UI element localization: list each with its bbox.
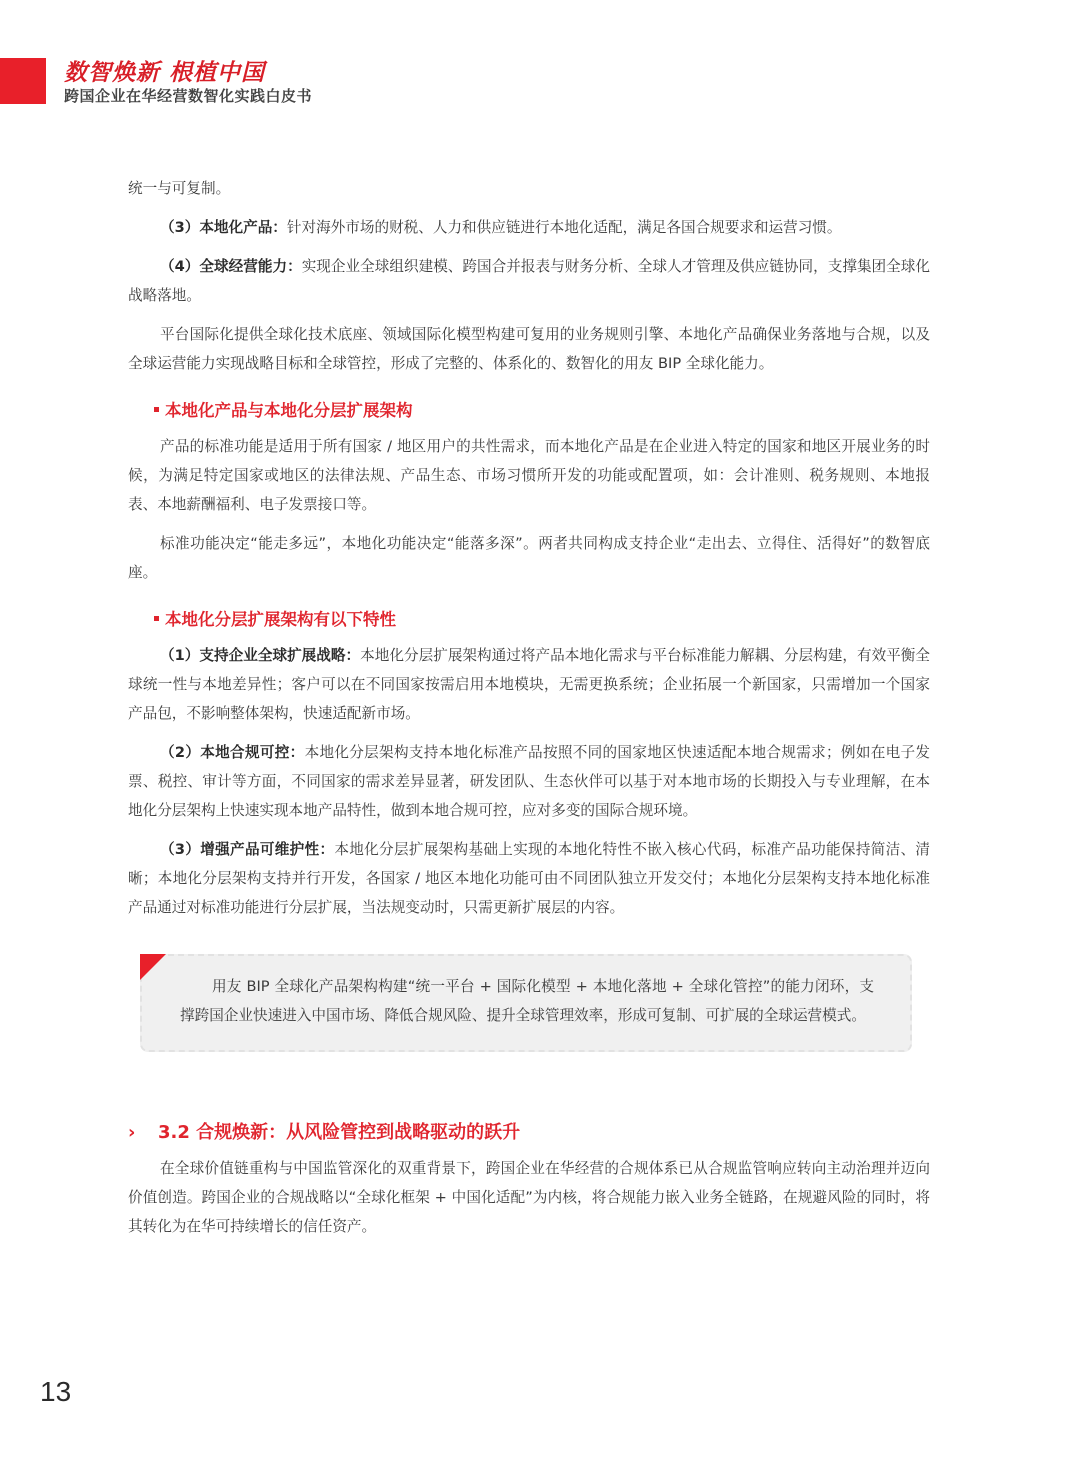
callout-text: 用友 BIP 全球化产品架构构建“统一平台 + 国际化模型 + 本地化落地 + 全球化管控”的能力闭环，支撑跨国企业快速进入中国市场、降低合规风险、提升全球管理效率，形成可复制、可扩展的全球运营模式。 (180, 978, 874, 1024)
feature-item-text: 本地化分层架构支持本地化标准产品按照不同的国家地区快速适配本地合规需求；例如在电子发票、税控、审计等方面，不同国家的需求差异显著，研发团队、生态伙伴可以基于对本地市场的长期投入与专业理解，在本地化分层架构上快速实现本地产品特性，做到本地合规可控，应对多变的国际合规环境。 (128, 744, 931, 819)
section-heading-text: 3.2 合规焕新：从风险管控到战略驱动的跃升 (158, 1122, 521, 1143)
feature-item-local-compliance (128, 738, 930, 825)
brand-title: 数智焕新 根植中国 (64, 59, 266, 86)
list-item-label: （4）全球经营能力： (160, 258, 302, 275)
paragraph-continuation: 统一与可复制。 (128, 180, 231, 197)
list-item-text: 实现企业全球组织建模、跨国合并报表与财务分析、全球人才管理及供应链协同，支撑集团全球化战略落地。 (128, 258, 930, 304)
bullet-dot-icon (154, 407, 159, 412)
paragraph-standard-function: 产品的标准功能是适用于所有国家 / 地区用户的共性需求，而本地化产品是在企业进入特定的国家和地区开展业务的时候，为满足特定国家或地区的法律法规、产品生态、市场习惯所开发的功能或配置项，如：会计准则、税务规则、本地报表、本地薪酬福利、电子发票接口等。 (128, 438, 930, 513)
feature-item-label: （1）支持企业全球扩展战略： (160, 647, 361, 664)
callout-box (140, 954, 912, 1052)
section-heading (128, 1118, 930, 1148)
subheading-text: 本地化产品与本地化分层扩展架构 (165, 401, 413, 420)
chevron-right-icon: › (128, 1122, 136, 1143)
feature-item-global-expansion (128, 641, 930, 728)
feature-item-text: 本地化分层扩展架构通过将产品本地化需求与平台标准能力解耦、分层构建，有效平衡全球统一性与本地差异性；客户可以在不同国家按需启用本地模块，无需更换系统；企业拓展一个新国家，只需增加一个国家产品包，不影响整体架构，快速适配新市场。 (128, 647, 930, 722)
main-content (128, 174, 930, 1251)
header-red-block (0, 58, 46, 104)
feature-item-label: （2）本地合规可控： (160, 744, 305, 761)
paragraph-summary: 平台国际化提供全球化技术底座、领域国际化模型构建可复用的业务规则引擎、本地化产品确保业务落地与合规，以及全球运营能力实现战略目标和全球管控，形成了完整的、体系化的、数智化的用友 BIP 全球化能力。 (128, 326, 930, 372)
feature-item-maintainability (128, 835, 930, 922)
subheading-text: 本地化分层扩展架构有以下特性 (165, 610, 396, 629)
feature-item-text: 本地化分层扩展架构基础上实现的本地化特性不嵌入核心代码，标准产品功能保持简洁、清晰；本地化分层架构支持并行开发，各国家 / 地区本地化功能可由不同团队独立开发交付；本地化分层架构支持本地化标准产品通过对标准功能进行分层扩展，当法规变动时，只需更新扩展层的内容。 (128, 841, 931, 916)
subheading-architecture-features (154, 605, 930, 635)
paragraph-standard-vs-local: 标准功能决定“能走多远”，本地化功能决定“能落多深”。两者共同构成支持企业“走出去、立得住、活得好”的数智底座。 (128, 535, 930, 581)
bullet-dot-icon (154, 616, 159, 621)
callout-corner-triangle-icon (140, 954, 166, 980)
document-subtitle: 跨国企业在华经营数智化实践白皮书 (64, 87, 313, 105)
subheading-localization-architecture (154, 396, 930, 426)
list-item-global-operation (128, 252, 930, 310)
list-item-text: 针对海外市场的财税、人力和供应链进行本地化适配，满足各国合规要求和运营习惯。 (286, 219, 842, 236)
list-item-label: （3）本地化产品： (160, 219, 287, 236)
page-number: 13 (40, 1376, 72, 1407)
paragraph-compliance-intro: 在全球价值链重构与中国监管深化的双重背景下，跨国企业在华经营的合规体系已从合规监管响应转向主动治理并迈向价值创造。跨国企业的合规战略以“全球化框架 + 中国化适配”为内核，将合规能力嵌入业务全链路，在规避风险的同时，将其转化为在华可持续增长的信任资产。 (128, 1160, 930, 1235)
list-item-localized-product (128, 213, 930, 242)
feature-item-label: （3）增强产品可维护性： (160, 841, 335, 858)
